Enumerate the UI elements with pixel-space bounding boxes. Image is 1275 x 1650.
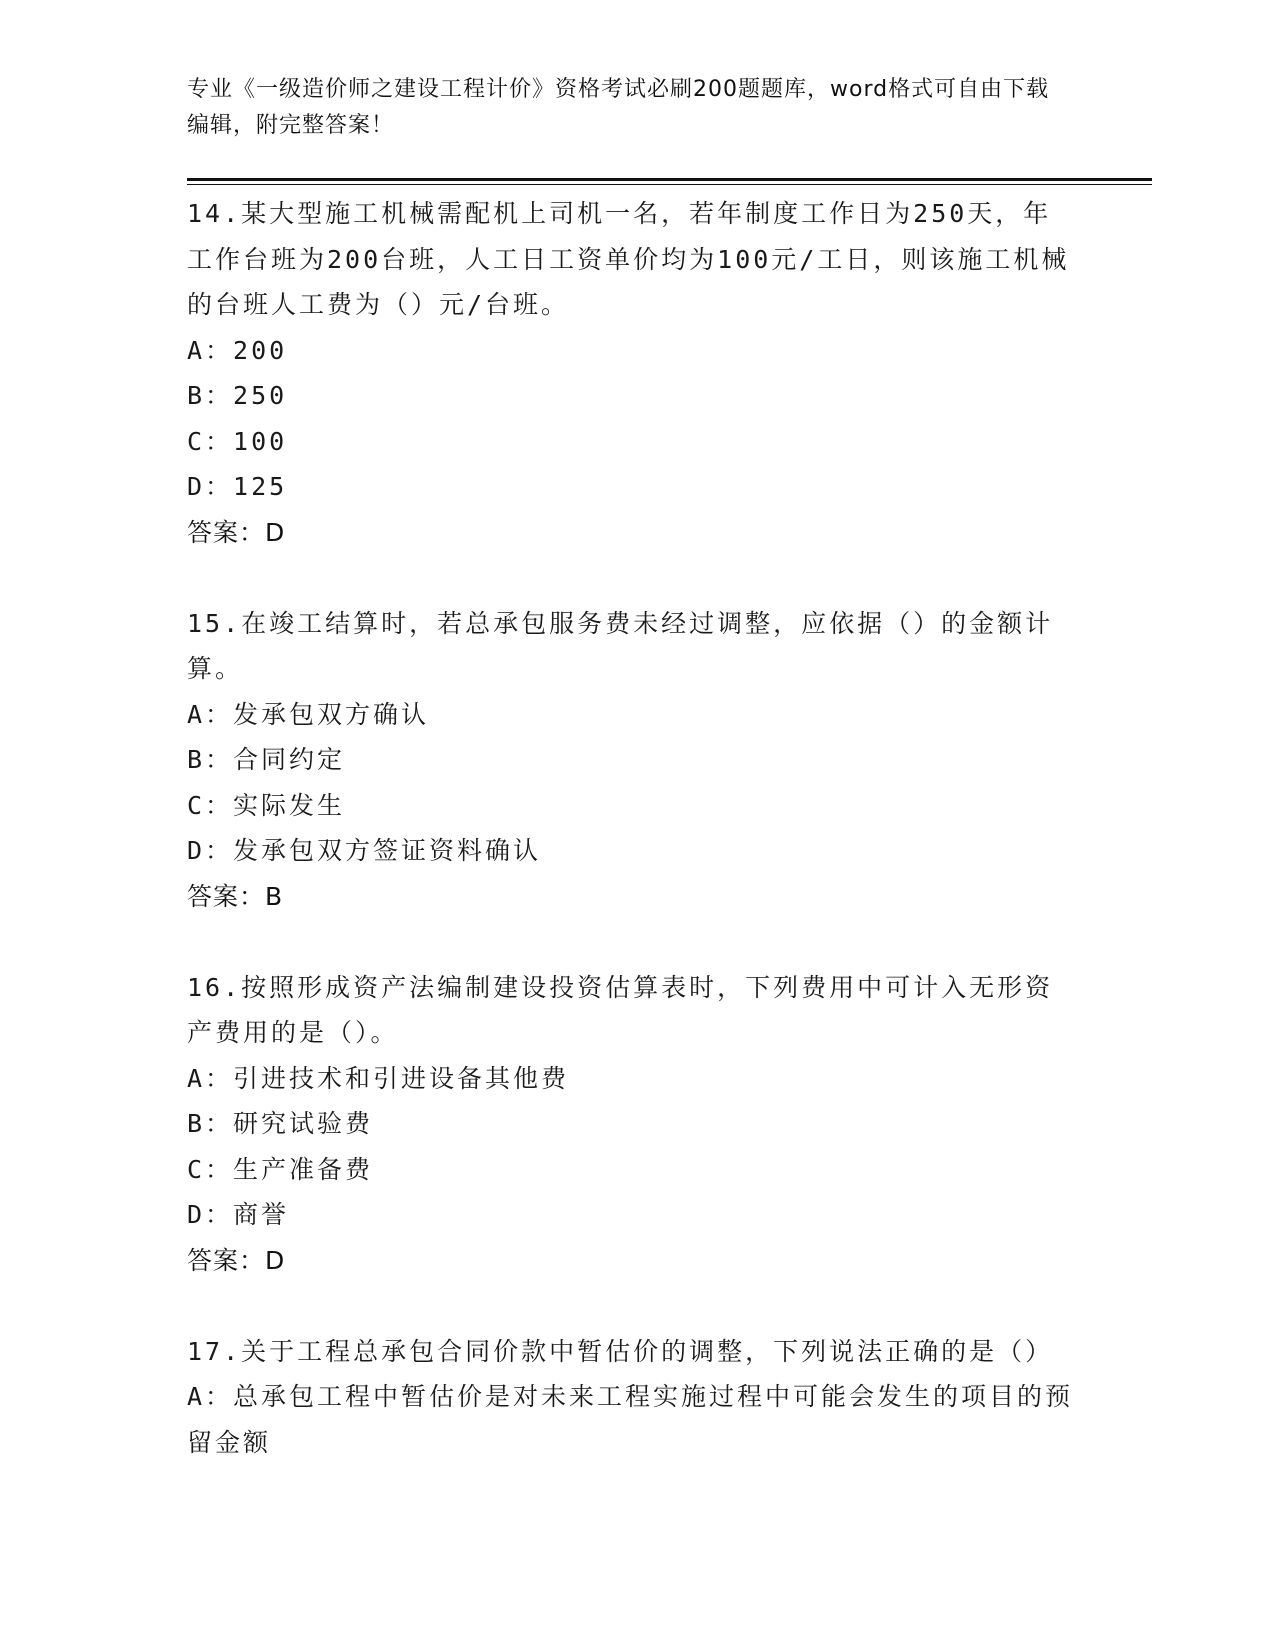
question-stem: 15.在竣工结算时，若总承包服务费未经过调整，应依据（）的金额计算。 bbox=[187, 608, 1054, 683]
option-a: A：发承包双方确认 bbox=[187, 699, 430, 729]
option-d: D：发承包双方签证资料确认 bbox=[187, 836, 542, 865]
option-d: D：125 bbox=[187, 472, 288, 501]
option-b: B：250 bbox=[187, 381, 288, 410]
question-17 bbox=[187, 1329, 1077, 1466]
option-c: C：100 bbox=[187, 426, 288, 456]
question-14 bbox=[187, 191, 1077, 555]
question-stem: 17.关于工程总承包合同价款中暂估价的调整，下列说法正确的是（） bbox=[187, 1336, 1054, 1366]
header-divider-thick bbox=[187, 178, 1152, 181]
question-stem: 16.按照形成资产法编制建设投资估算表时，下列费用中可计入无形资产费用的是（）。 bbox=[187, 972, 1054, 1047]
question-16 bbox=[187, 965, 1077, 1284]
option-a: A：总承包工程中暂估价是对未来工程实施过程中可能会发生的项目的预留金额 bbox=[187, 1382, 1074, 1457]
option-a: A：200 bbox=[187, 335, 288, 365]
answer: 答案：B bbox=[187, 881, 284, 911]
question-stem: 14.某大型施工机械需配机上司机一名，若年制度工作日为250天，年工作台班为200台班，人工日工资单价均为100元/工日，则该施工机械的台班人工费为（）元/台班。 bbox=[187, 199, 1070, 319]
option-c: C：生产准备费 bbox=[187, 1154, 374, 1184]
header-divider-thin bbox=[187, 184, 1152, 185]
option-c: C：实际发生 bbox=[187, 790, 346, 820]
question-15 bbox=[187, 601, 1077, 920]
option-d: D：商誉 bbox=[187, 1200, 290, 1229]
option-a: A：引进技术和引进设备其他费 bbox=[187, 1063, 570, 1093]
answer: 答案：D bbox=[187, 517, 286, 547]
answer: 答案：D bbox=[187, 1245, 286, 1275]
option-b: B：研究试验费 bbox=[187, 1109, 374, 1138]
header-intro: 专业《一级造价师之建设工程计价》资格考试必刷200题题库，word格式可自由下载编辑，附完整答案！ bbox=[187, 77, 1050, 138]
question-list bbox=[187, 191, 1077, 1511]
option-b: B：合同约定 bbox=[187, 745, 346, 774]
